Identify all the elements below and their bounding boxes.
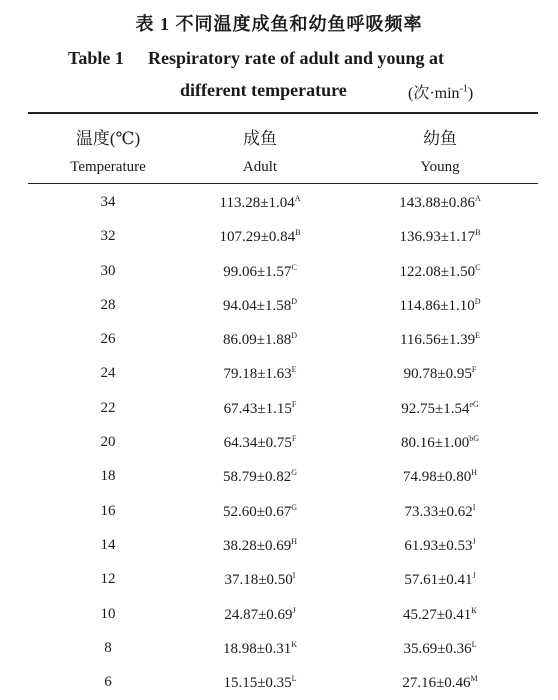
cell-adult (180, 365, 340, 383)
cell-young (360, 263, 520, 281)
young-value: 35.69±0.36 (403, 640, 472, 657)
cell-young (360, 640, 520, 658)
table-row (0, 356, 558, 390)
young-significance: K (471, 605, 477, 615)
header-adult-cn: 成鱼 (243, 129, 277, 148)
cell-temperature: 8 (104, 639, 112, 656)
adult-value: 79.18±1.63 (223, 366, 292, 383)
young-significance: D (474, 296, 481, 306)
cell-young (360, 228, 520, 246)
adult-value: 107.29±0.84 (219, 229, 296, 246)
cell-adult (180, 297, 340, 315)
young-significance: F (471, 365, 477, 375)
adult-value: 38.28±0.69 (222, 537, 292, 554)
adult-significance: L (291, 674, 297, 684)
adult-significance: I (292, 571, 296, 581)
young-value: 90.78±0.95 (403, 366, 472, 383)
table-title-cn: 表 1 不同温度成鱼和幼鱼呼吸频率 (135, 14, 423, 34)
cell-temperature: 34 (100, 194, 116, 210)
young-value: 74.98±0.80 (402, 469, 472, 486)
cell-young (360, 194, 520, 212)
cell-temperature: 14 (100, 536, 116, 553)
young-significance: A (474, 194, 481, 203)
cell-young (360, 537, 520, 555)
adult-significance: D (291, 331, 297, 341)
table-row (0, 254, 558, 288)
cell-young (360, 331, 520, 349)
young-significance: B (475, 228, 481, 238)
cell-young (360, 503, 520, 521)
cell-adult (180, 468, 340, 486)
cell-young (360, 606, 520, 624)
young-value: 27.16±0.46 (402, 675, 471, 692)
adult-value: 15.15±0.35 (223, 675, 292, 692)
adult-significance: F (291, 434, 297, 444)
cell-young (360, 571, 520, 589)
cell-adult (180, 434, 340, 452)
young-significance: J (472, 536, 476, 546)
header-temperature-en: Temperature (70, 159, 146, 175)
table-header-rule (28, 183, 538, 184)
adult-value: 24.87±0.69 (224, 606, 293, 623)
cell-young (360, 674, 520, 692)
adult-significance: G (291, 468, 297, 478)
cell-temperature: 24 (100, 365, 116, 382)
cell-young (360, 468, 520, 486)
young-value: 122.08±1.50 (399, 263, 476, 280)
adult-significance: D (291, 296, 297, 306)
table-row (0, 322, 558, 356)
header-young-en: Young (420, 159, 460, 175)
cell-young (360, 434, 520, 452)
cell-temperature: 20 (100, 434, 116, 451)
cell-temperature: 32 (100, 228, 116, 245)
cell-temperature: 12 (100, 571, 116, 588)
cell-temperature: 16 (100, 502, 116, 519)
table-row (0, 528, 558, 562)
cell-young (360, 297, 520, 315)
table-row (0, 219, 558, 253)
adult-value: 99.06±1.57 (223, 263, 292, 280)
adult-significance: E (291, 365, 297, 375)
adult-significance: F (291, 399, 297, 409)
table-row (0, 494, 558, 528)
cell-temperature: 28 (100, 296, 116, 313)
adult-value: 37.18±0.50 (224, 572, 293, 589)
young-value: 61.93±0.53 (404, 537, 473, 554)
young-significance: M (470, 674, 478, 684)
adult-significance: G (291, 502, 297, 512)
adult-significance: B (295, 228, 301, 238)
cell-young (360, 400, 520, 418)
table-title-en: Respiratory rate of adult and young at (148, 48, 444, 68)
table-body (0, 185, 558, 699)
cell-adult (180, 263, 340, 281)
table-row (0, 391, 558, 425)
cell-adult (180, 537, 340, 555)
header-adult-en: Adult (242, 159, 278, 175)
young-value: 114.86±1.10 (399, 297, 475, 314)
table-title-en-line1 (68, 48, 444, 69)
cell-young (360, 365, 520, 383)
adult-value: 113.28±1.04 (219, 195, 295, 211)
young-value: 80.16±1.00 (400, 435, 470, 452)
cell-adult (180, 194, 340, 212)
young-value: 73.33±0.62 (404, 503, 473, 520)
young-value: 45.27±0.41 (402, 606, 472, 623)
adult-significance: A (294, 194, 301, 203)
cell-adult (180, 331, 340, 349)
adult-significance: C (291, 262, 297, 272)
cell-temperature: 18 (100, 468, 116, 485)
young-significance: H (471, 468, 477, 478)
table-top-rule (28, 112, 538, 114)
young-value: 116.56±1.39 (399, 332, 476, 349)
table-row (0, 665, 558, 699)
table-row (0, 288, 558, 322)
table-label: Table 1 (68, 48, 124, 68)
young-value: 92.75±1.54 (401, 400, 470, 417)
adult-value: 52.60±0.67 (222, 503, 292, 520)
cell-adult (180, 606, 340, 624)
cell-temperature: 30 (100, 262, 116, 279)
cell-adult (180, 400, 340, 418)
table-row (0, 597, 558, 631)
table-row (0, 631, 558, 665)
cell-temperature: 6 (104, 674, 112, 691)
cell-adult (180, 228, 340, 246)
young-value: 143.88±0.86 (399, 195, 475, 211)
young-significance: L (471, 639, 477, 649)
cell-temperature: 22 (100, 399, 116, 416)
cell-adult (180, 571, 340, 589)
young-significance: E (475, 331, 481, 341)
young-significance: bG (469, 434, 479, 444)
cell-adult (180, 640, 340, 658)
adult-value: 58.79±0.82 (222, 469, 292, 486)
young-significance: I (472, 502, 476, 512)
table-row (0, 425, 558, 459)
cell-adult (180, 503, 340, 521)
table-row (0, 185, 558, 219)
adult-value: 67.43±1.15 (223, 400, 292, 417)
young-significance: J (472, 571, 476, 581)
table-row (0, 562, 558, 596)
adult-value: 64.34±0.75 (223, 435, 292, 452)
adult-significance: J (292, 605, 296, 615)
header-young-cn: 幼鱼 (423, 129, 457, 148)
adult-significance: H (291, 536, 297, 546)
cell-temperature: 10 (100, 605, 116, 622)
header-temperature-cn: 温度(℃) (75, 129, 141, 148)
unit-label: (次$\cdot\min^{-1}$) (408, 83, 474, 102)
table-row (0, 459, 558, 493)
table-title-en-line2: different temperature (180, 80, 347, 100)
young-value: 136.93±1.17 (399, 229, 476, 246)
adult-value: 94.04±1.58 (222, 297, 292, 314)
young-significance: C (475, 262, 481, 272)
cell-temperature: 26 (100, 331, 116, 348)
adult-value: 18.98±0.31 (222, 640, 292, 657)
cell-adult (180, 674, 340, 692)
young-significance: eG (469, 399, 479, 409)
adult-significance: K (291, 639, 297, 649)
young-value: 57.61±0.41 (404, 572, 473, 589)
adult-value: 86.09±1.88 (222, 332, 292, 349)
